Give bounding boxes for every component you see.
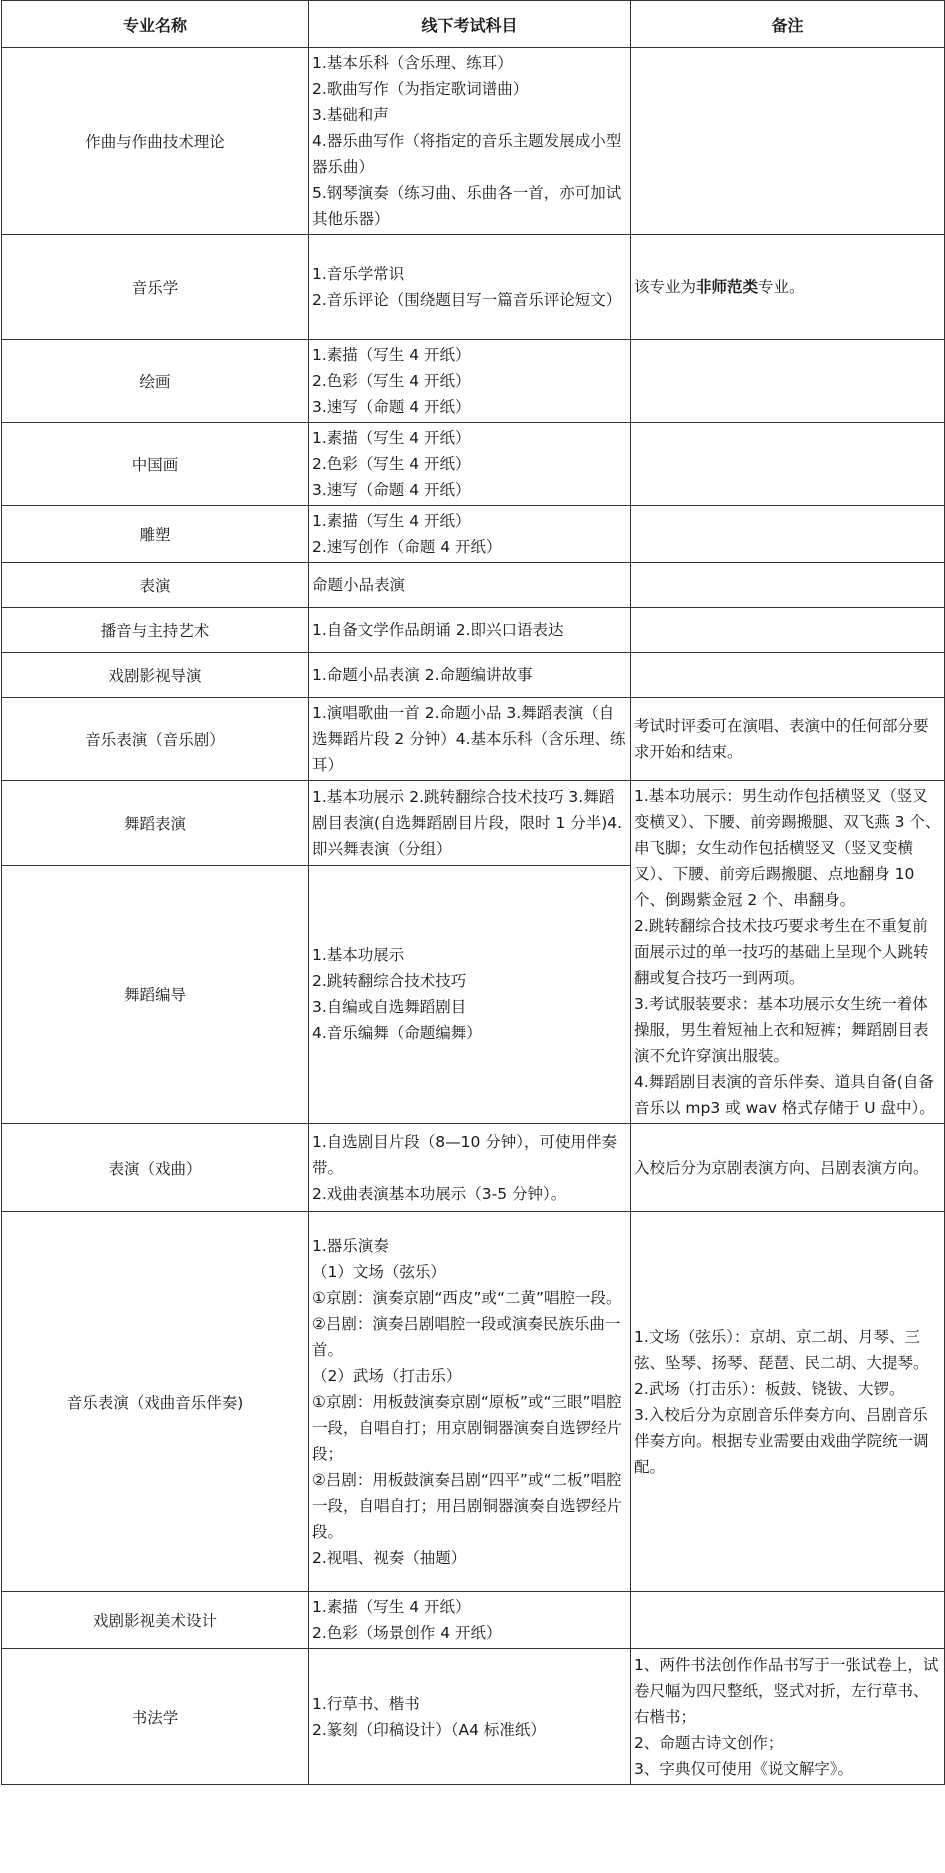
subject-line: 2.视唱、视奏（抽题） xyxy=(312,1548,467,1567)
note-line: 1.基本功展示：男生动作包括横竖叉（竖叉变横叉）、下腰、前旁踢搬腿、双飞燕 3 个、串飞脚；女生动作包括横竖叉（竖叉变横叉）、下腰、前旁后踢搬腿、点地翻身 10 个、倒踢紫金冠 2 个、串翻身。 xyxy=(634,787,941,909)
exam-subjects xyxy=(309,506,631,563)
major-name: 舞蹈表演 xyxy=(2,781,309,866)
subject-line: 2.色彩（场景创作 4 开纸） xyxy=(312,1624,502,1642)
major-name: 音乐学 xyxy=(2,235,309,340)
subject-line: 2.音乐评论（围绕题目写一篇音乐评论短文） xyxy=(312,291,622,309)
exam-subjects xyxy=(309,1592,631,1649)
notes-cell xyxy=(631,563,945,608)
header-offline-subjects: 线下考试科目 xyxy=(309,1,631,48)
subject-line: 2.戏曲表演基本功展示（3-5 分钟）。 xyxy=(312,1184,567,1203)
notes-cell xyxy=(631,423,945,506)
exam-subjects xyxy=(309,653,631,698)
notes-cell xyxy=(631,340,945,423)
major-name: 舞蹈编导 xyxy=(2,865,309,1123)
subject-line: 3.速写（命题 4 开纸） xyxy=(312,481,471,499)
subject-line: 1.基本乐科（含乐理、练耳） xyxy=(312,54,513,72)
major-name: 作曲与作曲技术理论 xyxy=(2,48,309,235)
note-text: 专业。 xyxy=(758,278,805,296)
notes-cell xyxy=(631,48,945,235)
notes-cell xyxy=(631,235,945,340)
table-row xyxy=(2,698,945,781)
major-name: 绘画 xyxy=(2,340,309,423)
note-line: 2、命题古诗文创作； xyxy=(634,1733,784,1752)
subject-line: 1.基本功展示 xyxy=(312,946,405,965)
table-row xyxy=(2,506,945,563)
table-row xyxy=(2,608,945,653)
note-line: 3.考试服装要求：基本功展示女生统一着体操服，男生着短袖上衣和短裤；舞蹈剧目表演不允许穿演出服装。 xyxy=(634,995,929,1065)
subject-line: 2.篆刻（印稿设计）（A4 标准纸） xyxy=(312,1720,546,1739)
notes-cell xyxy=(631,1649,945,1785)
subject-line: 命题小品表演 xyxy=(312,576,406,594)
notes-cell xyxy=(631,781,945,1124)
subject-line: 1.命题小品表演 2.命题编讲故事 xyxy=(312,666,533,684)
exam-subjects xyxy=(309,781,631,866)
table-row xyxy=(2,1212,945,1592)
subject-line: 1.基本功展示 2.跳转翻综合技术技巧 3.舞蹈剧目表演(自选舞蹈剧目片段，限时 1 分半)4.即兴舞表演（分组） xyxy=(312,787,623,858)
subject-line: 4.音乐编舞（命题编舞） xyxy=(312,1024,482,1043)
table-row xyxy=(2,340,945,423)
table-row xyxy=(2,1649,945,1785)
subject-line: 1.素描（写生 4 开纸） xyxy=(312,1598,471,1616)
subject-line: （2）武场（打击乐） xyxy=(312,1366,462,1385)
subject-line: 1.自选剧目片段（8—10 分钟），可使用伴奏带。 xyxy=(312,1132,618,1177)
subject-line: 1.行草书、楷书 xyxy=(312,1694,420,1713)
subject-line: ①京剧：用板鼓演奏京剧“原板”或“三眼”唱腔一段，自唱自打；用京剧铜器演奏自选锣经片段； xyxy=(312,1392,623,1463)
table-row xyxy=(2,563,945,608)
subject-line: 1.素描（写生 4 开纸） xyxy=(312,429,471,447)
exam-subjects xyxy=(309,698,631,781)
exam-subjects xyxy=(309,1649,631,1785)
notes-cell xyxy=(631,1124,945,1212)
subject-line: 3.基础和声 xyxy=(312,106,389,124)
note-line: 1.文场（弦乐）：京胡、京二胡、月琴、三弦、坠琴、扬琴、琵琶、民二胡、大提琴。 xyxy=(634,1327,929,1372)
table-row xyxy=(2,1124,945,1212)
table-row xyxy=(2,48,945,235)
major-name: 表演（戏曲） xyxy=(2,1124,309,1212)
subject-line: 3.自编或自选舞蹈剧目 xyxy=(312,998,467,1017)
subject-line: （1）文场（弦乐） xyxy=(312,1262,446,1281)
subject-line: 2.色彩（写生 4 开纸） xyxy=(312,372,471,390)
note-line: 入校后分为京剧表演方向、吕剧表演方向。 xyxy=(634,1158,929,1177)
exam-subjects xyxy=(309,48,631,235)
subject-line: ①京剧：演奏京剧“西皮”或“二黄”唱腔一段。 xyxy=(312,1288,622,1307)
subject-line: 1.素描（写生 4 开纸） xyxy=(312,512,471,530)
major-name: 戏剧影视导演 xyxy=(2,653,309,698)
notes-cell xyxy=(631,1592,945,1649)
subject-line: 1.自备文学作品朗诵 2.即兴口语表达 xyxy=(312,621,564,639)
subject-line: 3.速写（命题 4 开纸） xyxy=(312,398,471,416)
table-row xyxy=(2,235,945,340)
notes-cell xyxy=(631,506,945,563)
subject-line: 1.音乐学常识 xyxy=(312,265,405,283)
notes-cell xyxy=(631,1212,945,1592)
subject-line: ②吕剧：演奏吕剧唱腔一段或演奏民族乐曲一首。 xyxy=(312,1314,621,1359)
subject-line: 2.速写创作（命题 4 开纸） xyxy=(312,538,502,556)
major-name: 音乐表演（戏曲音乐伴奏) xyxy=(2,1212,309,1592)
exam-subjects xyxy=(309,340,631,423)
major-name: 播音与主持艺术 xyxy=(2,608,309,653)
major-name: 中国画 xyxy=(2,423,309,506)
note-line: 2.跳转翻综合技术技巧要求考生在不重复前面展示过的单一技巧的基础上呈现个人跳转翻或复合技巧一到两项。 xyxy=(634,917,929,987)
table-row xyxy=(2,423,945,506)
subject-line: 2.跳转翻综合技术技巧 xyxy=(312,972,467,991)
exam-subjects xyxy=(309,423,631,506)
subject-line: 2.色彩（写生 4 开纸） xyxy=(312,455,471,473)
notes-cell xyxy=(631,698,945,781)
subject-line: 5.钢琴演奏（练习曲、乐曲各一首，亦可加试其他乐器） xyxy=(312,184,622,228)
major-name: 音乐表演（音乐剧） xyxy=(2,698,309,781)
note-line: 3、字典仅可使用《说文解字》。 xyxy=(634,1759,854,1778)
exam-subjects xyxy=(309,865,631,1123)
exam-subjects xyxy=(309,563,631,608)
exam-subjects-table xyxy=(1,0,945,1785)
notes-cell xyxy=(631,653,945,698)
note-line: 1、两件书法创作作品书写于一张试卷上，试卷尺幅为四尺整纸，竖式对折，左行草书、右楷书； xyxy=(634,1655,939,1726)
exam-subjects xyxy=(309,1124,631,1212)
major-name: 表演 xyxy=(2,563,309,608)
note-line: 4.舞蹈剧目表演的音乐伴奏、道具自备(自备音乐以 mp3 或 wav 格式存储于 U 盘中）。 xyxy=(634,1073,935,1117)
exam-subjects xyxy=(309,235,631,340)
note-line: 考试时评委可在演唱、表演中的任何部分要求开始和结束。 xyxy=(634,717,929,761)
major-name: 雕塑 xyxy=(2,506,309,563)
subject-line: 1.演唱歌曲一首 2.命题小品 3.舞蹈表演（自选舞蹈片段 2 分钟）4.基本乐科（含乐理、练耳） xyxy=(312,704,626,774)
notes-cell xyxy=(631,608,945,653)
header-notes: 备注 xyxy=(631,1,945,48)
major-name: 书法学 xyxy=(2,1649,309,1785)
exam-subjects xyxy=(309,608,631,653)
note-line: 3.入校后分为京剧音乐伴奏方向、吕剧音乐伴奏方向。根据专业需要由戏曲学院统一调配。 xyxy=(634,1405,929,1476)
major-name: 戏剧影视美术设计 xyxy=(2,1592,309,1649)
subject-line: 1.器乐演奏 xyxy=(312,1236,389,1255)
exam-subjects xyxy=(309,1212,631,1592)
subject-line: ②吕剧：用板鼓演奏吕剧“四平”或“二板”唱腔一段，自唱自打；用吕剧铜器演奏自选锣经片段。 xyxy=(312,1470,623,1541)
table-row xyxy=(2,781,945,866)
subject-line: 1.素描（写生 4 开纸） xyxy=(312,346,471,364)
subject-line: 2.歌曲写作（为指定歌词谱曲） xyxy=(312,80,529,98)
note-emphasis: 非师范类 xyxy=(696,278,759,296)
header-major-name: 专业名称 xyxy=(2,1,309,48)
header-row xyxy=(2,1,945,48)
table-row xyxy=(2,653,945,698)
note-line: 2.武场（打击乐）：板鼓、铙钹、大锣。 xyxy=(634,1379,905,1398)
table-row xyxy=(2,1592,945,1649)
subject-line: 4.器乐曲写作（将指定的音乐主题发展成小型器乐曲） xyxy=(312,132,622,176)
note-text: 该专业为 xyxy=(634,278,697,296)
